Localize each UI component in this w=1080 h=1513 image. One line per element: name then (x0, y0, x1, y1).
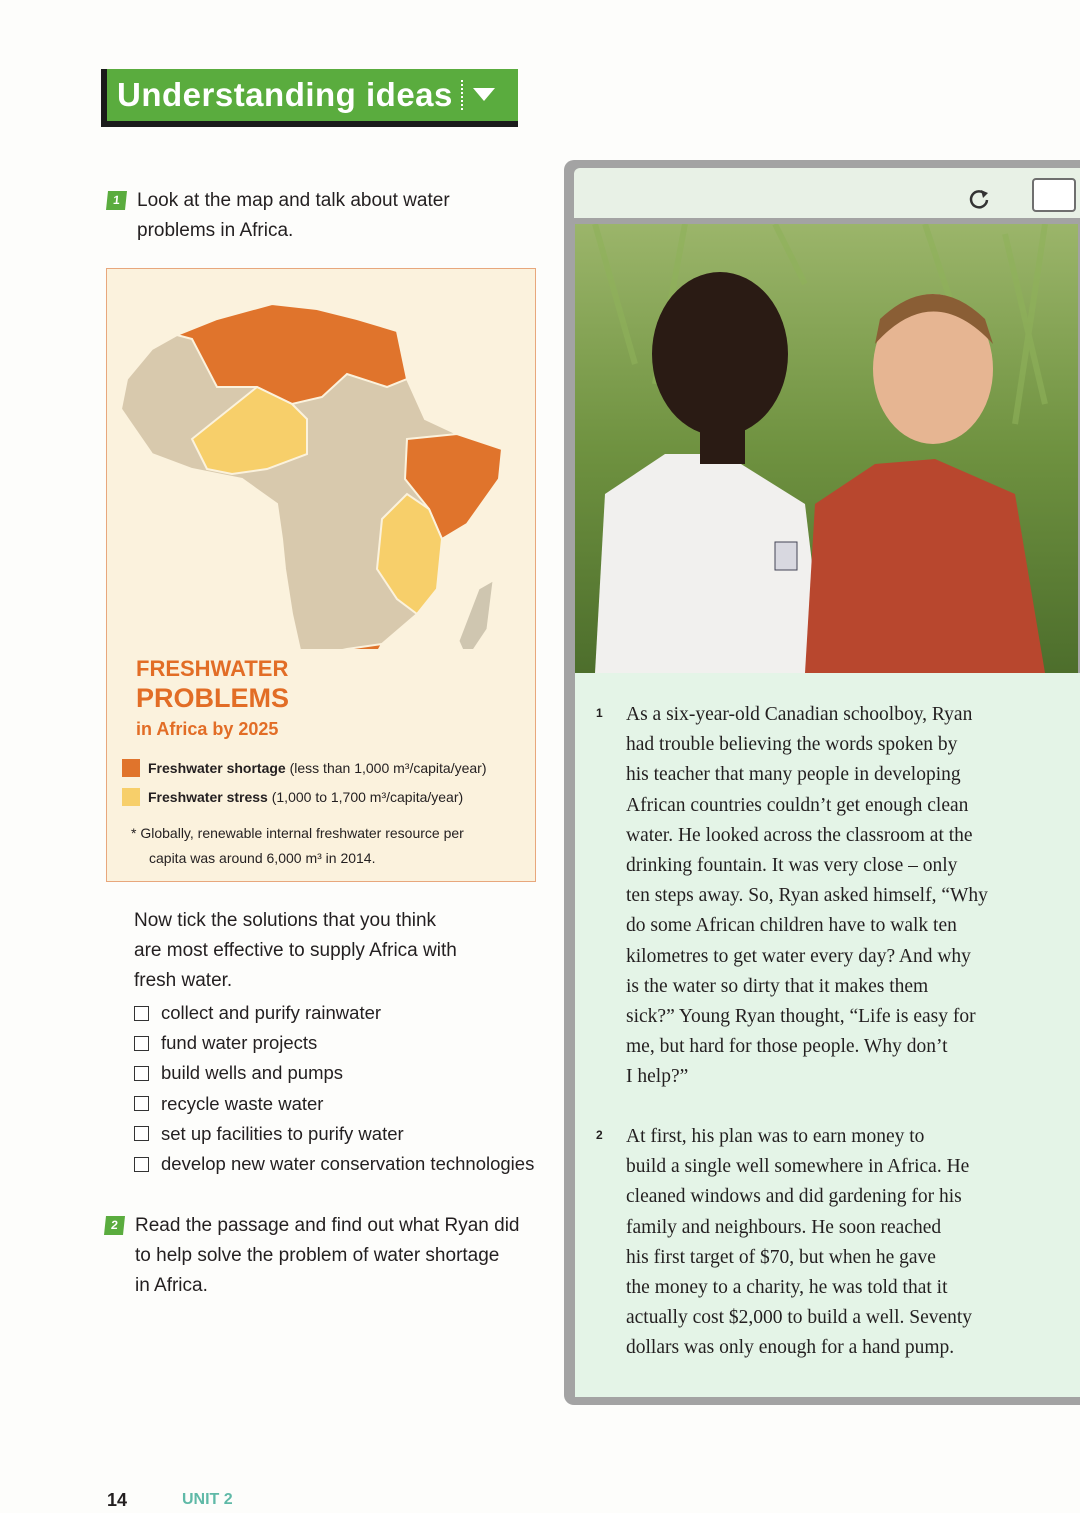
checklist-item[interactable] (134, 998, 534, 1028)
paragraph-number: 1 (596, 706, 603, 720)
legend-shortage (122, 759, 486, 777)
paragraph-text (626, 700, 1016, 1093)
paragraph-line: I help?” (626, 1066, 689, 1088)
passage-paragraph-1 (596, 700, 1016, 1093)
africa-map-figure (106, 268, 536, 882)
checklist-item[interactable] (134, 1089, 534, 1119)
africa-map (107, 269, 537, 649)
task-2 (105, 1211, 555, 1301)
footnote-star: * (131, 825, 137, 841)
paragraph-line: me, but hard for those people. Why don’t (626, 1036, 948, 1058)
task-line: problems in Africa. (137, 220, 294, 241)
footnote-line: capita was around 6,000 m³ in 2014. (149, 850, 376, 866)
paragraph-line: his teacher that many people in developing (626, 764, 961, 786)
checklist-label: set up facilities to purify water (161, 1122, 404, 1144)
paragraph-line: do some African children have to walk ten (626, 915, 957, 937)
footnote-line: Globally, renewable internal freshwater resource per (140, 825, 464, 841)
paragraph-line: water. He looked across the classroom at the (626, 824, 973, 846)
map-title-line1: FRESHWATER (136, 656, 289, 681)
paragraph-line: cleaned windows and did gardening for his (626, 1186, 962, 1208)
checkbox[interactable] (134, 1096, 149, 1111)
map-footnote (131, 821, 521, 871)
panel-toolbar (574, 168, 1080, 218)
madagascar (459, 581, 493, 649)
panel-tab-icon[interactable] (1032, 178, 1076, 212)
task-line: Look at the map and talk about water (137, 190, 450, 211)
checklist-item[interactable] (134, 1058, 534, 1088)
checkbox[interactable] (134, 1126, 149, 1141)
legend-stress (122, 788, 463, 806)
legend-text: Freshwater stress (1,000 to 1,700 m³/capita/year) (148, 789, 464, 805)
checklist-label: develop new water conservation technologies (161, 1153, 535, 1175)
map-title-line3: in Africa by 2025 (136, 719, 279, 739)
checkbox[interactable] (134, 1066, 149, 1081)
task-1 (107, 186, 450, 246)
task-line: in Africa. (135, 1275, 208, 1296)
paragraph-line: is the water so dirty that it makes them (626, 975, 929, 997)
paragraph-line: ten steps away. So, Ryan asked himself, “Why (626, 885, 988, 907)
section-header (107, 69, 518, 121)
paragraph-line: had trouble believing the words spoken by (626, 734, 958, 756)
task-line: to help solve the problem of water shortage (135, 1245, 500, 1266)
checklist-label: fund water projects (161, 1032, 318, 1054)
task-instructions (137, 186, 450, 246)
paragraph-line: sick?” Young Ryan thought, “Life is easy for (626, 1006, 976, 1028)
paragraph-line: African countries couldn’t get enough clean (626, 794, 969, 816)
checkbox[interactable] (134, 1006, 149, 1021)
solutions-checklist (134, 998, 534, 1179)
checklist-label: build wells and pumps (161, 1062, 344, 1084)
paragraph-line: dollars was only enough for a hand pump. (626, 1337, 955, 1359)
checklist-item[interactable] (134, 1028, 534, 1058)
solutions-intro (134, 906, 524, 996)
checklist-item[interactable] (134, 1119, 534, 1149)
map-title-line2: PROBLEMS (136, 683, 290, 713)
paragraph-line: As a six-year-old Canadian schoolboy, Ryan (626, 704, 973, 725)
paragraph-line: At first, his plan was to earn money to (626, 1126, 925, 1147)
paragraph-line: family and neighbours. He soon reached (626, 1216, 942, 1238)
task-number-badge: 1 (106, 191, 127, 210)
intro-line: Now tick the solutions that you think (134, 910, 437, 931)
paragraph-line: build a single well somewhere in Africa. He (626, 1156, 970, 1178)
intro-line: fresh water. (134, 970, 233, 991)
paragraph-line: the money to a charity, he was told that it (626, 1277, 948, 1299)
paragraph-number: 2 (596, 1128, 603, 1142)
legend-swatch-stress (122, 788, 140, 806)
checklist-label: recycle waste water (161, 1092, 324, 1114)
checkbox[interactable] (134, 1036, 149, 1051)
intro-line: are most effective to supply Africa with (134, 940, 457, 961)
checklist-item[interactable] (134, 1149, 534, 1179)
task-instructions (135, 1211, 555, 1301)
task-line: Read the passage and find out what Ryan did (135, 1215, 520, 1236)
paragraph-line: his first target of $70, but when he gave (626, 1246, 936, 1268)
legend-text: Freshwater shortage (less than 1,000 m³/capita/year) (148, 760, 487, 776)
checkbox[interactable] (134, 1157, 149, 1172)
paragraph-text (626, 1122, 1016, 1364)
paragraph-line: kilometres to get water every day? And why (626, 945, 971, 967)
unit-label: UNIT 2 (182, 1491, 233, 1508)
refresh-icon[interactable] (966, 186, 992, 212)
checklist-label: collect and purify rainwater (161, 1002, 382, 1024)
header-divider (461, 80, 465, 110)
passage-paragraph-2 (596, 1122, 1016, 1364)
section-title: Understanding ideas (117, 76, 453, 113)
paragraph-line: actually cost $2,000 to build a well. Seventy (626, 1307, 973, 1329)
triangle-down-icon (473, 88, 495, 102)
photo-two-boys (575, 224, 1078, 673)
page-number: 14 (107, 1490, 128, 1510)
task-number-badge: 2 (104, 1216, 125, 1235)
paragraph-line: drinking fountain. It was very close – only (626, 855, 958, 877)
legend-swatch-shortage (122, 759, 140, 777)
